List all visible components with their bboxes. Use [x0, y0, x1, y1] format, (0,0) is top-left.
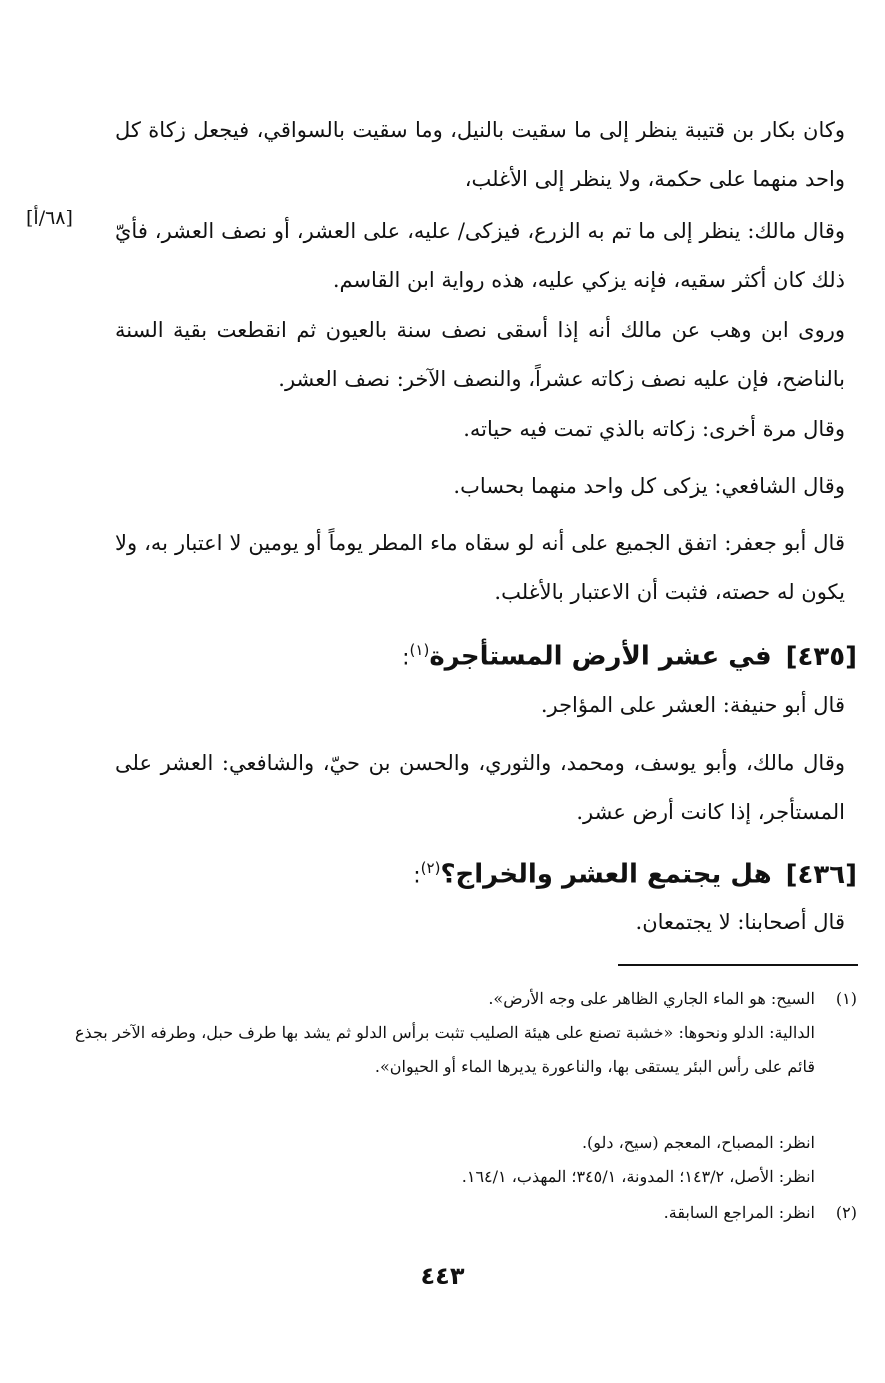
footnote-mark: (١) [409, 641, 430, 659]
section-heading-435 [97, 628, 857, 681]
footnote-number-1: (١) [835, 989, 857, 1008]
footnote-1-line-daliya: الدالية: الدلو ونحوها: «خشبة تصنع على هيئة الصليب تثبت برأس الدلو ثم يشد بها طرف حبل، وطرفه الآخر بجذع قائم على رأس البئر يستقى بها، والناعورة يديرها الماء أو الحيوان». [75, 1023, 815, 1076]
heading-colon: : [413, 863, 421, 889]
section-number: [٤٣٦] [785, 859, 857, 890]
paragraph-bakkar: وكان بكار بن قتيبة ينظر إلى ما سقيت بالنيل، وما سقيت بالسواقي، فيجعل زكاة كل واحد منهما على حكمة، ولا ينظر إلى الأغلب، [115, 118, 845, 191]
paragraph-abu-hanifa: قال أبو حنيفة: العشر على المؤاجر. [540, 693, 845, 717]
paragraph-malik: وقال مالك: ينظر إلى ما تم به الزرع، فيزكى/ عليه، على العشر، أو نصف العشر، فأيّ ذلك كان أكثر سقيه، فإنه يزكي عليه، هذه رواية ابن القاسم. [115, 219, 845, 292]
paragraph-malik-abu-yusuf: وقال مالك، وأبو يوسف، ومحمد، والثوري، والحسن بن حيّ، والشافعي: العشر على المستأجر، إذا كانت أرض عشر. [115, 751, 845, 824]
margin-folio-reference: [٦٨/أ] [26, 207, 73, 229]
footnote-1-line-see-dictionaries: انظر: المصباح، المعجم (سيح، دلو). [581, 1133, 815, 1152]
section-heading-436 [97, 846, 857, 899]
section-title: في عشر الأرض المستأجرة [429, 641, 772, 672]
paragraph-abu-jafar: قال أبو جعفر: اتفق الجميع على أنه لو سقاه ماء المطر يوماً أو يومين لا اعتبار به، ولا يكون له حصته، فثبت أن الاعتبار بالأغلب. [115, 531, 845, 604]
footnote-1-line-references: انظر: الأصل، ١٤٣/٢؛ المدونة، ٣٤٥/١؛ المهذب، ١٦٤/١. [461, 1167, 815, 1186]
paragraph-our-companions: قال أصحابنا: لا يجتمعان. [635, 910, 845, 934]
heading-colon: : [402, 645, 410, 671]
paragraph-ibn-wahb: وروى ابن وهب عن مالك أنه إذا أسقى نصف سنة بالعيون ثم انقطعت بقية السنة بالناضح، فإن عليه نصف زكاته عشراً، والنصف الآخر: نصف العشر. [115, 318, 845, 391]
page-number: ٤٤٣ [420, 1262, 465, 1290]
footnote-number-2: (٢) [835, 1203, 857, 1222]
section-title: هل يجتمع العشر والخراج؟ [440, 859, 772, 890]
paragraph-another-time: وقال مرة أخرى: زكاته بالذي تمت فيه حياته. [463, 417, 845, 441]
footnote-2-text: انظر: المراجع السابقة. [663, 1203, 815, 1222]
section-number: [٤٣٥] [785, 641, 857, 672]
paragraph-shafii: وقال الشافعي: يزكى كل واحد منهما بحساب. [453, 474, 845, 498]
footnote-separator [618, 964, 858, 966]
footnote-mark: (٢) [420, 859, 441, 877]
footnote-1-line-sayh: السيح: هو الماء الجاري الظاهر على وجه الأرض». [488, 989, 815, 1008]
